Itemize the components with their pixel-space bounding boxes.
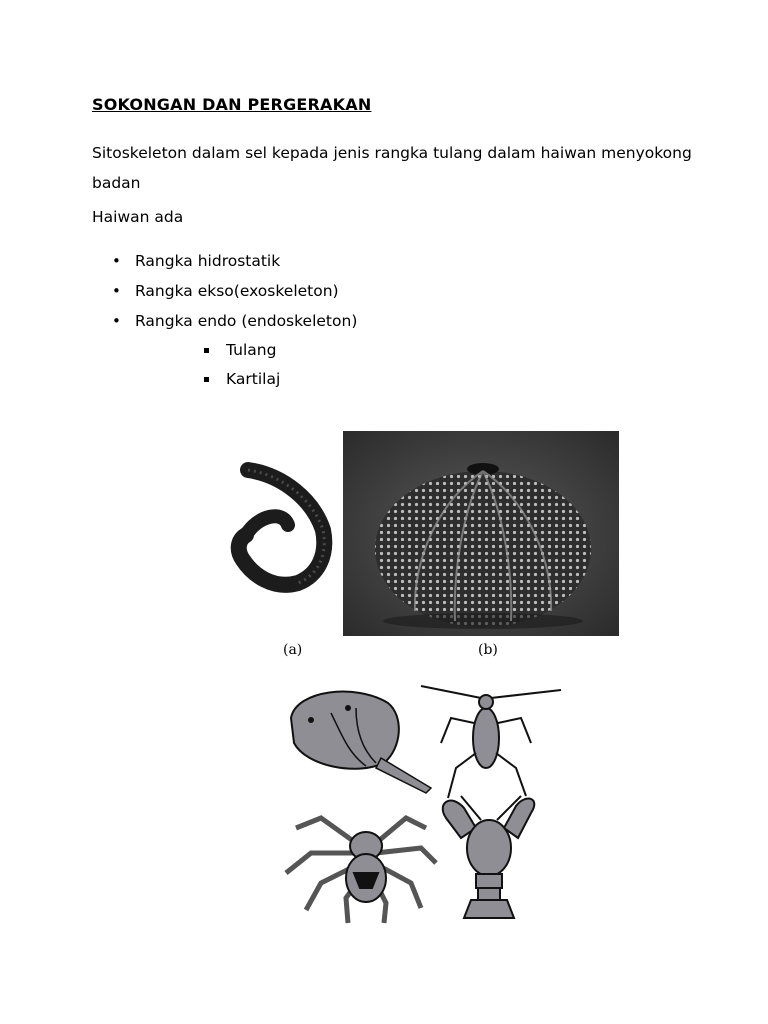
earthworm-image	[228, 455, 340, 610]
arthropod-drawings	[276, 678, 576, 928]
insect-drawing	[421, 686, 561, 798]
subheading: Haiwan ada	[92, 208, 184, 226]
horseshoe-crab-drawing	[291, 692, 431, 793]
list-item: • Rangka hidrostatik	[92, 250, 357, 280]
spider-drawing	[286, 818, 436, 923]
endoskeleton-sublist	[182, 340, 280, 398]
crayfish-drawing	[443, 796, 535, 918]
list-item: Tulang	[182, 340, 280, 369]
caption-b: (b)	[478, 642, 498, 658]
skeleton-type-list	[92, 250, 357, 340]
sea-urchin-image	[343, 431, 619, 636]
caption-a: (a)	[283, 642, 303, 658]
page-title: SOKONGAN DAN PERGERAKAN	[92, 95, 372, 114]
list-item: Kartilaj	[182, 369, 280, 398]
intro-paragraph: Sitoskeleton dalam sel kepada jenis rangka tulang dalam haiwan menyokong badan	[92, 144, 692, 192]
list-item: • Rangka endo (endoskeleton)	[92, 310, 357, 340]
list-item: • Rangka ekso(exoskeleton)	[92, 280, 357, 310]
